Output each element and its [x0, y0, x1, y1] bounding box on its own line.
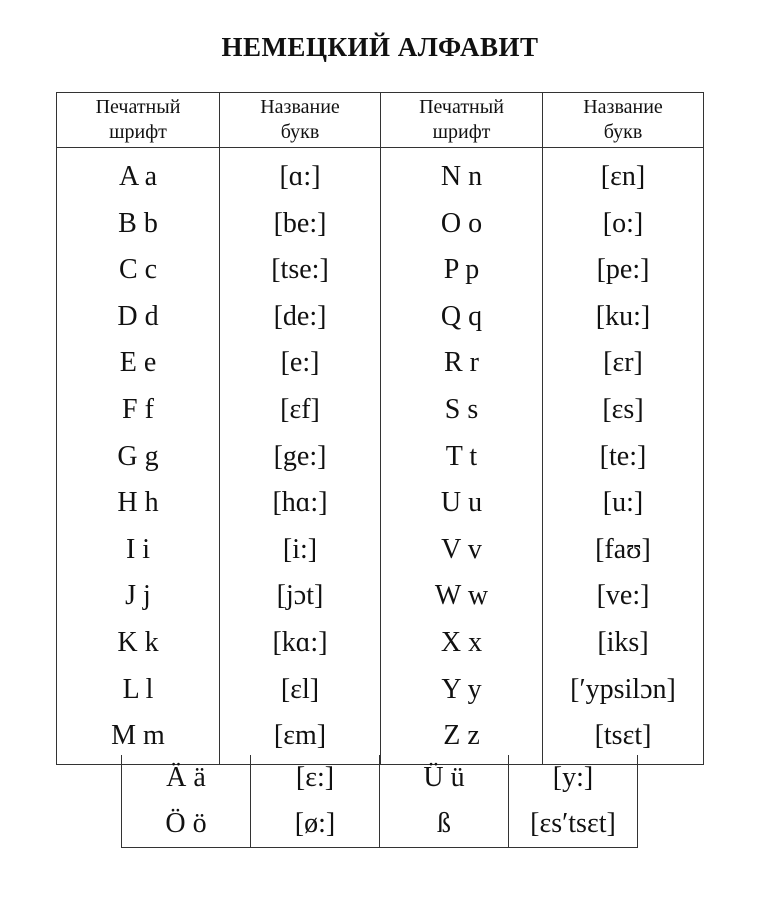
table-row [57, 527, 704, 574]
pronunciation-cell: [ø:] [251, 801, 380, 848]
header-print-line2: шрифт [109, 121, 167, 143]
pronunciation-cell: [tsɛt] [543, 713, 704, 764]
table-row [57, 480, 704, 527]
header-letter-name [220, 93, 381, 148]
pronunciation-cell: [ɛs′tsɛt] [509, 801, 638, 848]
pronunciation-cell: [ku:] [543, 294, 704, 341]
letter-cell: E e [57, 340, 220, 387]
letter-cell: G g [57, 434, 220, 481]
pronunciation-cell: [ɛr] [543, 340, 704, 387]
header-print-font [57, 93, 220, 148]
header-print-line2: шрифт [432, 121, 491, 143]
pronunciation-cell: [o:] [543, 201, 704, 248]
table-row [57, 294, 704, 341]
letter-cell: D d [57, 294, 220, 341]
pronunciation-cell: [e:] [220, 340, 381, 387]
header-print-line1: Печатный [95, 96, 181, 118]
header-name-line2: букв [603, 121, 643, 143]
pronunciation-cell: [hɑ:] [220, 480, 381, 527]
pronunciation-cell: [ve:] [543, 573, 704, 620]
letter-cell: J j [57, 573, 220, 620]
pronunciation-cell: [ge:] [220, 434, 381, 481]
letter-cell: W w [381, 573, 543, 620]
letter-cell: T t [381, 434, 543, 481]
pronunciation-cell: [ɛf] [220, 387, 381, 434]
alphabet-table [56, 92, 704, 765]
pronunciation-cell: [ɛn] [543, 148, 704, 201]
header-print-line1: Печатный [419, 96, 504, 118]
pronunciation-cell: [ɑ:] [220, 148, 381, 201]
pronunciation-cell: [ɛm] [220, 713, 381, 764]
letter-cell: P p [381, 247, 543, 294]
letter-cell: K k [57, 620, 220, 667]
pronunciation-cell: [y:] [509, 755, 638, 801]
pronunciation-cell: [pe:] [543, 247, 704, 294]
letter-cell: C c [57, 247, 220, 294]
table-row [57, 620, 704, 667]
letter-cell: L l [57, 667, 220, 714]
letter-cell: X x [381, 620, 543, 667]
letter-cell: F f [57, 387, 220, 434]
letter-cell: B b [57, 201, 220, 248]
header-name-line1: Название [583, 96, 663, 118]
table-row [57, 247, 704, 294]
letter-cell: N n [381, 148, 543, 201]
table-row [57, 434, 704, 481]
letter-cell: R r [381, 340, 543, 387]
umlaut-table [121, 755, 638, 848]
letter-cell: U u [381, 480, 543, 527]
pronunciation-cell: [i:] [220, 527, 381, 574]
pronunciation-cell: [ɛs] [543, 387, 704, 434]
letter-cell: Ä ä [122, 755, 251, 801]
pronunciation-cell: [be:] [220, 201, 381, 248]
letter-cell: O o [381, 201, 543, 248]
pronunciation-cell: [′ypsilɔn] [543, 667, 704, 714]
table-row [57, 340, 704, 387]
table-row [57, 573, 704, 620]
letter-cell: M m [57, 713, 220, 764]
pronunciation-cell: [tse:] [220, 247, 381, 294]
pronunciation-cell: [ɛ:] [251, 755, 380, 801]
letter-cell: H h [57, 480, 220, 527]
pronunciation-cell: [te:] [543, 434, 704, 481]
pronunciation-cell: [iks] [543, 620, 704, 667]
header-name-line2: букв [280, 121, 320, 143]
letter-cell: Ö ö [122, 801, 251, 848]
letter-cell: V v [381, 527, 543, 574]
table-row [57, 201, 704, 248]
page-title: НЕМЕЦКИЙ АЛФАВИТ [221, 32, 539, 62]
pronunciation-cell: [u:] [543, 480, 704, 527]
table-row [57, 387, 704, 434]
header-print-font [381, 93, 543, 148]
letter-cell: Ü ü [380, 755, 509, 801]
table-header-row [57, 93, 704, 148]
letter-cell: S s [381, 387, 543, 434]
pronunciation-cell: [de:] [220, 294, 381, 341]
letter-cell: A a [57, 148, 220, 201]
table-row [122, 755, 638, 801]
pronunciation-cell: [kɑ:] [220, 620, 381, 667]
letter-cell: Y y [381, 667, 543, 714]
table-row [122, 801, 638, 848]
header-letter-name [543, 93, 704, 148]
pronunciation-cell: [jɔt] [220, 573, 381, 620]
header-name-line1: Название [260, 96, 340, 118]
table-row [57, 148, 704, 201]
letter-cell: I i [57, 527, 220, 574]
letter-cell: Z z [381, 713, 543, 764]
letter-cell: Q q [381, 294, 543, 341]
pronunciation-cell: [ɛl] [220, 667, 381, 714]
letter-cell: ß [380, 801, 509, 848]
pronunciation-cell: [faʊ] [543, 527, 704, 574]
table-row [57, 667, 704, 714]
